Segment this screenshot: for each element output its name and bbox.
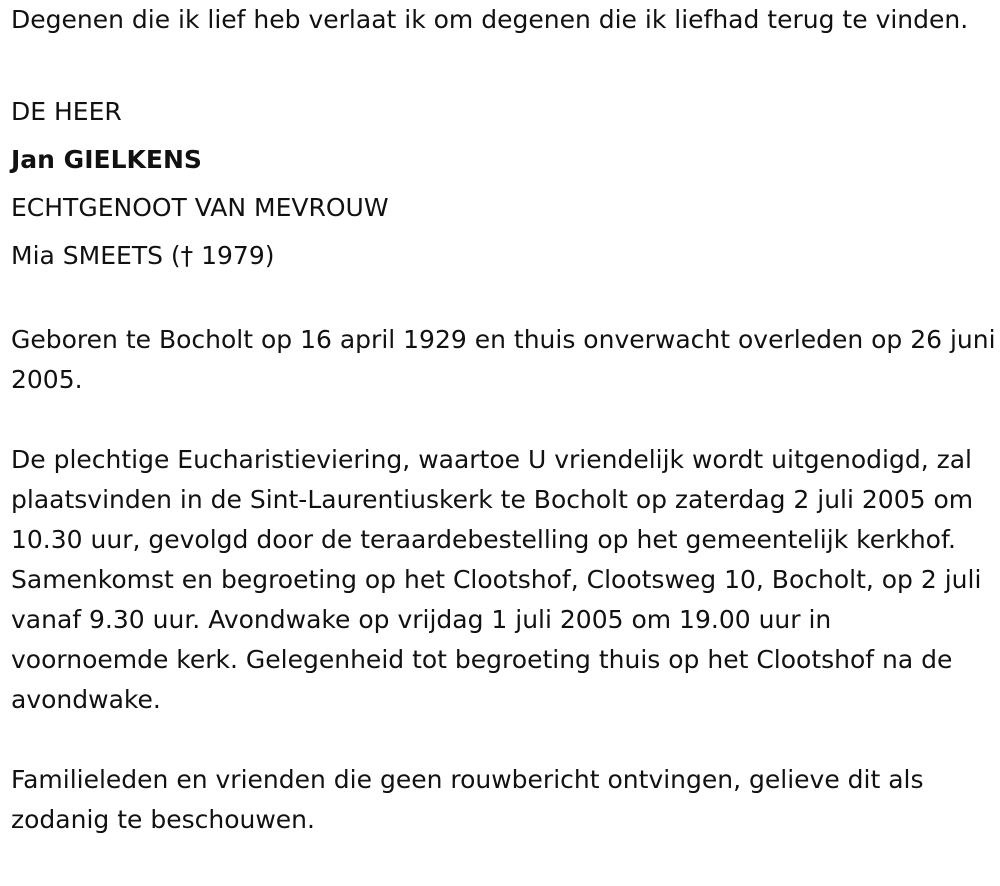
obituary-notice: [11, 0, 996, 840]
deceased-name: Jan GIELKENS: [11, 145, 202, 174]
opening-quote: Degenen die ik lief heb verlaat ik om degenen die ik liefhad terug te vinden.: [11, 5, 969, 34]
ceremony-paragraph: De plechtige Eucharistieviering, waartoe U vriendelijk wordt uitgenodigd, zal plaatsvinden in de Sint-Laurentiuskerk te Bocholt op zaterdag 2 juli 2005 om 10.30 uur, gevolgd door de teraardebestelling op het gemeentelijk kerkhof. Samenkomst en begroeting op het Clootshof, Clootsweg 10, Bocholt, op 2 juli vanaf 9.30 uur. Avondwake op vrijdag 1 juli 2005 om 19.00 uur in voornoemde kerk. Gelegenheid tot begroeting thuis op het Clootshof na de avondwake.: [11, 445, 982, 714]
closing-paragraph: Familieleden en vrienden die geen rouwbericht ontvingen, gelieve dit als zodanig te beschouwen.: [11, 765, 924, 834]
spouse-line: Mia SMEETS († 1979): [11, 241, 275, 270]
title-prefix: DE HEER: [11, 97, 122, 126]
birth-death-paragraph: Geboren te Bocholt op 16 april 1929 en thuis onverwacht overleden op 26 juni 2005.: [11, 325, 996, 394]
relation-line: ECHTGENOOT VAN MEVROUW: [11, 193, 389, 222]
